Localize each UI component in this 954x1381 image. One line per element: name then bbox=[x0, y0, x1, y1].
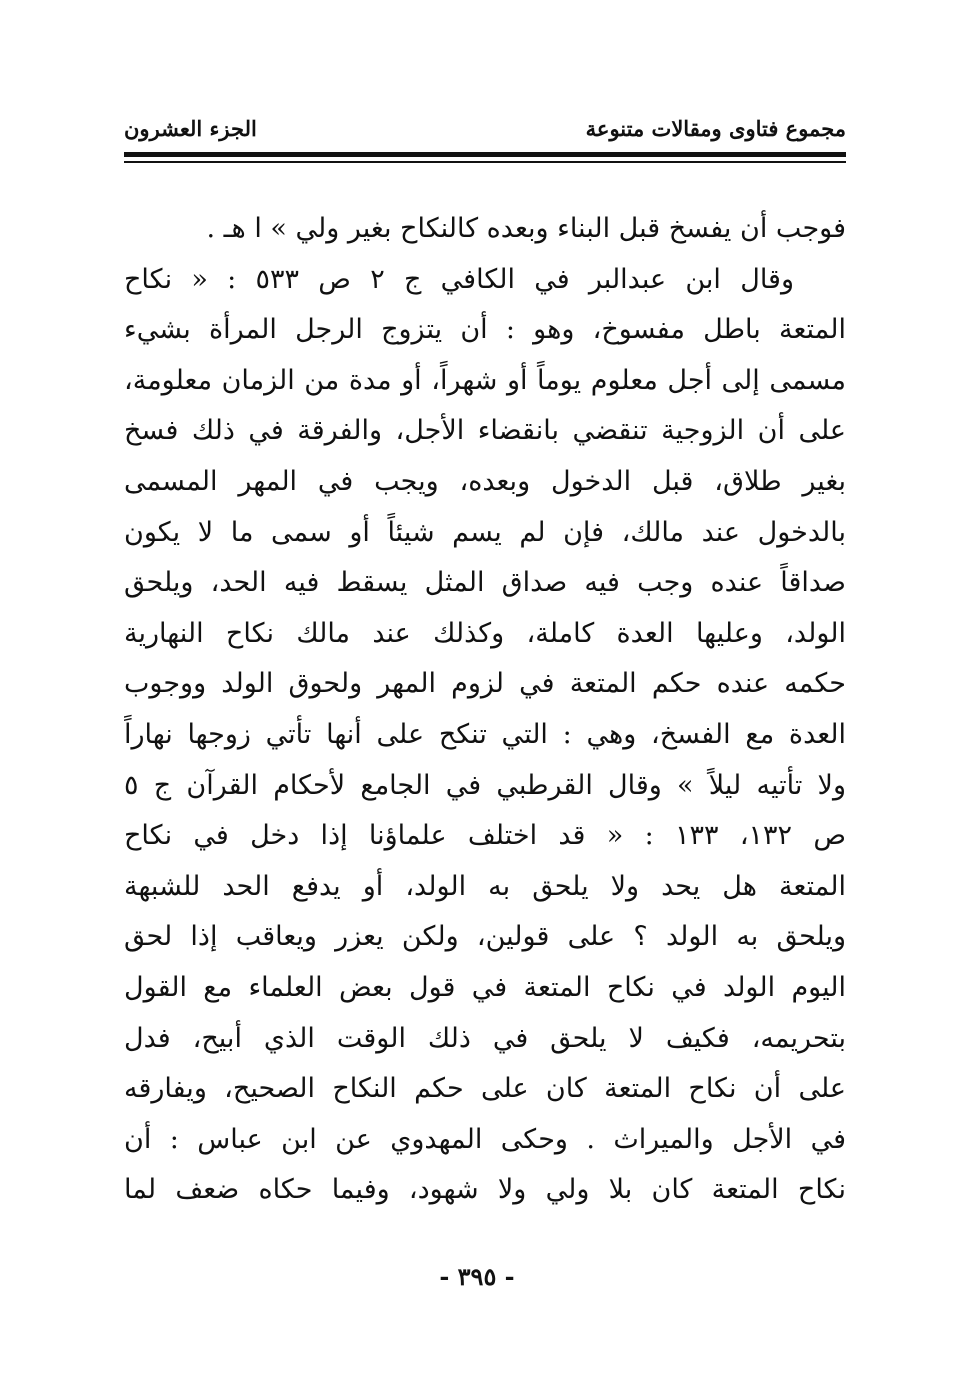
page-number: - ٣٩٥ - bbox=[439, 1262, 515, 1291]
volume-label: الجزء العشرون bbox=[124, 115, 257, 141]
text-line: بتحريمه، فكيف لا يلحق في ذلك الوقت الذي أبيح، فدل bbox=[124, 1022, 846, 1054]
text-line: حكمه عنده حكم المتعة في لزوم المهر ولحوق الولد ووجوب bbox=[124, 668, 846, 700]
text-line: على أن نكاح المتعة كان على حكم النكاح الصحيح، ويفارقه bbox=[124, 1073, 846, 1105]
text-line: ص ١٣٢، ١٣٣ : « قد اختلف علماؤنا إذا دخل في نكاح bbox=[124, 820, 846, 852]
book-title: مجموع فتاوى ومقالات متنوعة bbox=[585, 115, 846, 141]
text-line: العدة مع الفسخ، وهي : التي تنكح على أنها تأتي زوجها نهاراً bbox=[124, 718, 846, 750]
header-rule-thin bbox=[124, 161, 846, 163]
text-line: اليوم الولد في نكاح المتعة في قول بعض العلماء مع القول bbox=[124, 971, 846, 1003]
text-line: ولا تأتيه ليلاً » وقال القرطبي في الجامع لأحكام القرآن ج ٥ bbox=[124, 769, 846, 801]
text-line: المتعة باطل مفسوخ، وهو : أن يتزوج الرجل المرأة بشيء bbox=[124, 314, 846, 346]
text-line: بغير طلاق، قبل الدخول وبعده، ويجب في المهر المسمى bbox=[124, 465, 846, 497]
header-rule-thick bbox=[124, 152, 846, 157]
text-line: بالدخول عند مالك، فإن لم يسم شيئاً أو سمى ما لا يكون bbox=[124, 516, 846, 548]
text-line: نكاح المتعة كان بلا ولي ولا شهود، وفيما حكاه ضعف لما bbox=[124, 1174, 846, 1206]
text-line: مسمى إلى أجل معلوم يوماً أو شهراً، أو مدة من الزمان معلومة، bbox=[124, 364, 846, 396]
text-line: على أن الزوجية تنقضي بانقضاء الأجل، والفرقة في ذلك فسخ bbox=[124, 415, 846, 447]
text-line: الولد، وعليها العدة كاملة، وكذلك عند مالك نكاح النهارية bbox=[124, 617, 846, 649]
text-line: وقال ابن عبدالبر في الكافي ج ٢ ص ٥٣٣ : « نكاح bbox=[124, 263, 794, 295]
page-body-text bbox=[124, 204, 846, 1216]
running-header bbox=[124, 110, 846, 146]
text-line: ويلحق به الولد ؟ على قولين، ولكن يعزر ويعاقب إذا لحق bbox=[124, 921, 846, 953]
text-line: فوجب أن يفسخ قبل البناء وبعده كالنكاح بغير ولي » ا هـ . bbox=[206, 213, 846, 244]
text-line: المتعة هل يحد ولا يلحق به الولد، أو يدفع الحد للشبهة bbox=[124, 870, 846, 902]
text-line: في الأجل والميراث . وحكى المهدوي عن ابن عباس : أن bbox=[124, 1123, 846, 1155]
text-line: صداقاً عنده وجب فيه صداق المثل يسقط فيه الحد، ويلحق bbox=[124, 567, 846, 599]
